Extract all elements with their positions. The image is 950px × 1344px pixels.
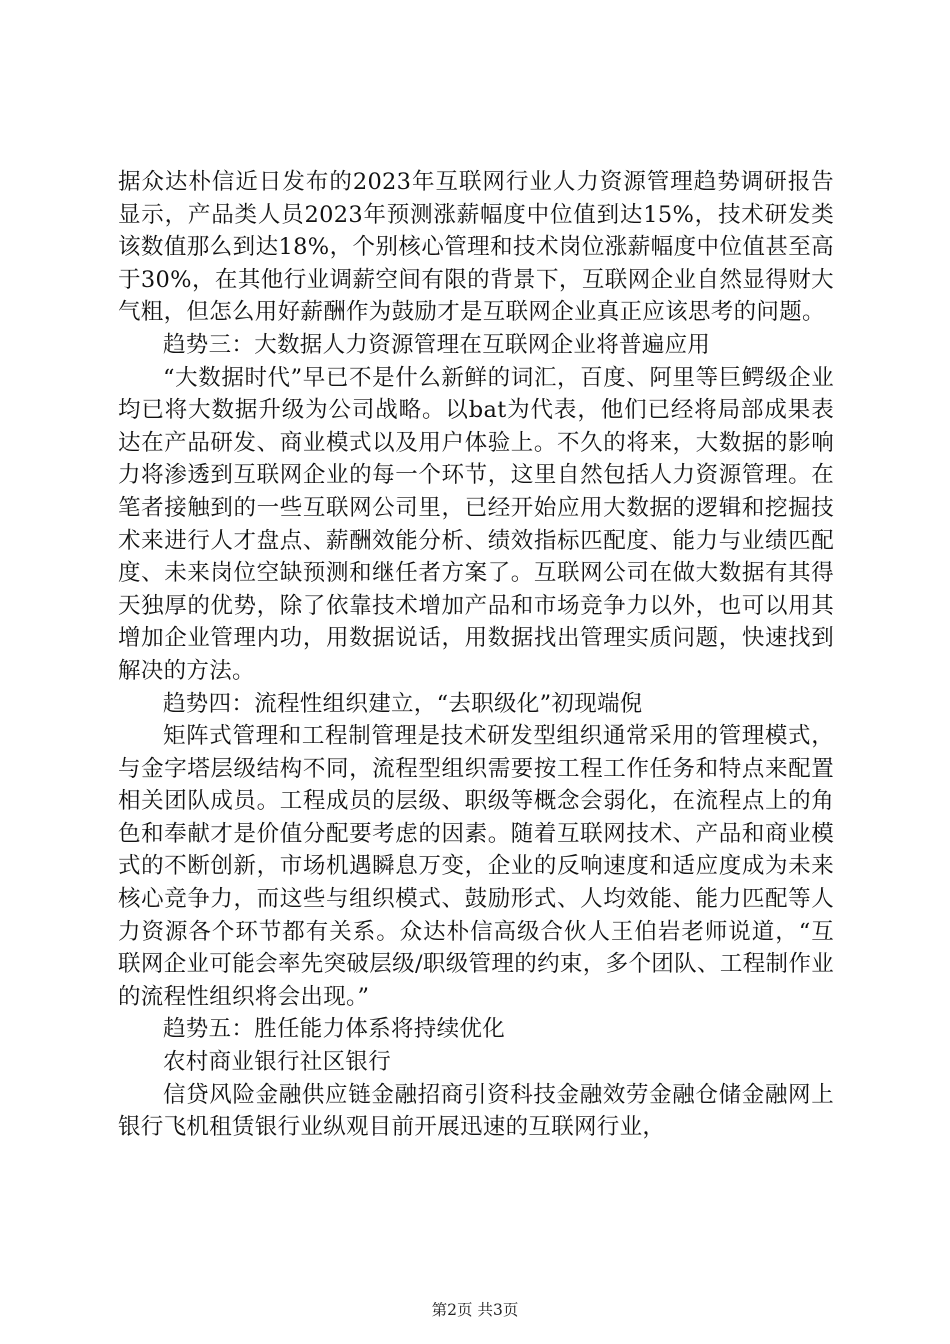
paragraph-big-data: “大数据时代”早已不是什么新鲜的词汇，百度、阿里等巨鳄级企业均已将大数据升级为公司战略。以bat为代表，他们已经将局部成果表达在产品研发、商业模式以及用户体验上。不久的将来，大数据的影响力将渗透到互联网企业的每一个环节，这里自然包括人力资源管理。在笔者接触到的一些互联网公司里，已经开始应用大数据的逻辑和挖掘技术来进行人才盘点、薪酬效能分析、绩效指标匹配度、能力与业绩匹配度、未来岗位空缺预测和继任者方案了。互联网公司在做大数据有其得天独厚的优势，除了依靠技术增加产品和市场竞争力以外，也可以用其增加企业管理内功，用数据说话，用数据找出管理实质问题，快速找到解决的方法。: [118, 364, 834, 684]
page-number-label: 第2页 共3页: [431, 1301, 519, 1319]
heading-trend-four: 趋势四：流程性组织建立，“去职级化”初现端倪: [163, 690, 643, 717]
page-footer: [0, 1300, 950, 1320]
paragraph-process-organization: 矩阵式管理和工程制管理是技术研发型组织通常采用的管理模式，与金字塔层级结构不同，流程型组织需要按工程工作任务和特点来配置相关团队成员。工程成员的层级、职级等概念会弱化，在流程点上的角色和奉献才是价值分配要考虑的因素。随着互联网技术、产品和商业模式的不断创新，市场机遇瞬息万变，企业的反响速度和适应度成为未来核心竞争力，而这些与组织模式、鼓励形式、人均效能、能力匹配等人力资源各个环节都有关系。众达朴信高级合伙人王伯岩老师说道，“互联网企业可能会率先突破层级/职级管理的约束，多个团队、工程制作业的流程性组织将会出现。”: [118, 723, 834, 1010]
heading-trend-five: 趋势五：胜任能力体系将持续优化: [163, 1016, 506, 1043]
paragraph-salary-survey: 据众达朴信近日发布的2023年互联网行业人力资源管理趋势调研报告显示，产品类人员2023年预测涨薪幅度中位值到达15%，技术研发类该数值那么到达18%，个别核心管理和技术岗位涨薪幅度中位值甚至高于30%，在其他行业调薪空间有限的背景下，互联网企业自然显得财大气粗，但怎么用好薪酬作为鼓励才是互联网企业真正应该思考的问题。: [118, 169, 834, 326]
document-body: [118, 166, 834, 1144]
line-rural-bank: 农村商业银行社区银行: [163, 1049, 392, 1076]
heading-trend-three: 趋势三：大数据人力资源管理在互联网企业将普遍应用: [163, 331, 711, 358]
paragraph-finance-keywords: 信贷风险金融供应链金融招商引资科技金融效劳金融仓储金融网上银行飞机租赁银行业纵观目前开展迅速的互联网行业，: [118, 1081, 834, 1141]
